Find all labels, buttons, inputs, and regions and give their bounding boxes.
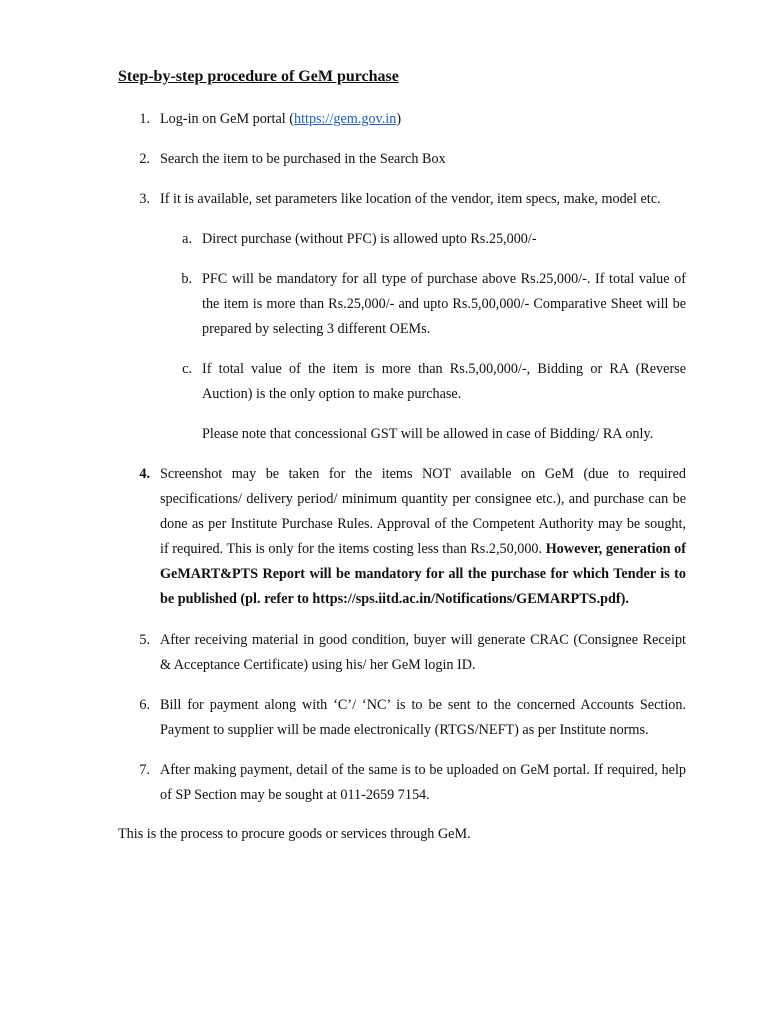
step-2-number: 2. — [139, 151, 150, 167]
gem-portal-link[interactable]: https://gem.gov.in — [293, 111, 397, 127]
step-2-text: Search the item to be purchased in the Search Box — [160, 151, 446, 167]
step-3b-text: PFC will be mandatory for all type of purchase above Rs.25,000/-. If total value of the item is more than Rs.25,000/- and upto Rs.5,00,000/- Comparative Sheet will be prepared by selecting 3 different OEMs. — [202, 271, 686, 337]
step-1-text-post: ) — [396, 111, 402, 127]
step-5-text: After receiving material in good condition, buyer will generate CRAC (Consignee Receipt & Acceptance Certificate) using his/ her GeM login ID. — [160, 632, 686, 673]
step-1-number: 1. — [139, 111, 150, 127]
step-4-number: 4. — [139, 466, 150, 482]
gst-note: Please note that concessional GST will be allowed in case of Bidding/ RA only. — [202, 426, 654, 442]
step-6-number: 6. — [139, 697, 150, 713]
step-3a-letter: a. — [182, 231, 192, 247]
step-5-number: 5. — [139, 632, 150, 648]
step-1-text — [160, 107, 686, 132]
step-3c-letter: c. — [182, 361, 192, 377]
step-4-text-bold: However, generation of GeMART&PTS Report will be mandatory for all the purchase for which Tender is to be published (pl. refer to https://sps.iitd.ac.in/Notifications/GEMARPTS.pdf). — [160, 541, 686, 607]
closing-paragraph: This is the process to procure goods or services through GeM. — [118, 826, 471, 842]
step-1-text-pre: Log-in on GeM portal ( — [160, 111, 294, 127]
step-4-text — [160, 462, 686, 612]
step-3-text: If it is available, set parameters like location of the vendor, item specs, make, model etc. — [160, 191, 661, 207]
step-3a-text: Direct purchase (without PFC) is allowed upto Rs.25,000/- — [202, 231, 537, 247]
page-title: Step-by-step procedure of GeM purchase — [118, 68, 399, 85]
step-3c-text: If total value of the item is more than Rs.5,00,000/-, Bidding or RA (Reverse Auction) is the only option to make purchase. — [202, 361, 686, 402]
step-7-text: After making payment, detail of the same is to be uploaded on GeM portal. If required, help of SP Section may be sought at 011-2659 7154. — [160, 762, 686, 803]
step-7-number: 7. — [139, 762, 150, 778]
step-3b-letter: b. — [181, 271, 192, 287]
step-6-text: Bill for payment along with ‘C’/ ‘NC’ is to be sent to the concerned Accounts Section. Payment to supplier will be made electronically (RTGS/NEFT) as per Institute norms. — [160, 697, 686, 738]
step-4-text-regular: Screenshot may be taken for the items NOT available on GeM (due to required specifications/ delivery period/ minimum quantity per consignee etc.), and purchase can be done as per Institute Purchase Rules. Approval of the Competent Authority may be sought, if required. This is only for the items costing less than Rs.2,50,000. — [160, 466, 686, 557]
step-3-number: 3. — [139, 191, 150, 207]
